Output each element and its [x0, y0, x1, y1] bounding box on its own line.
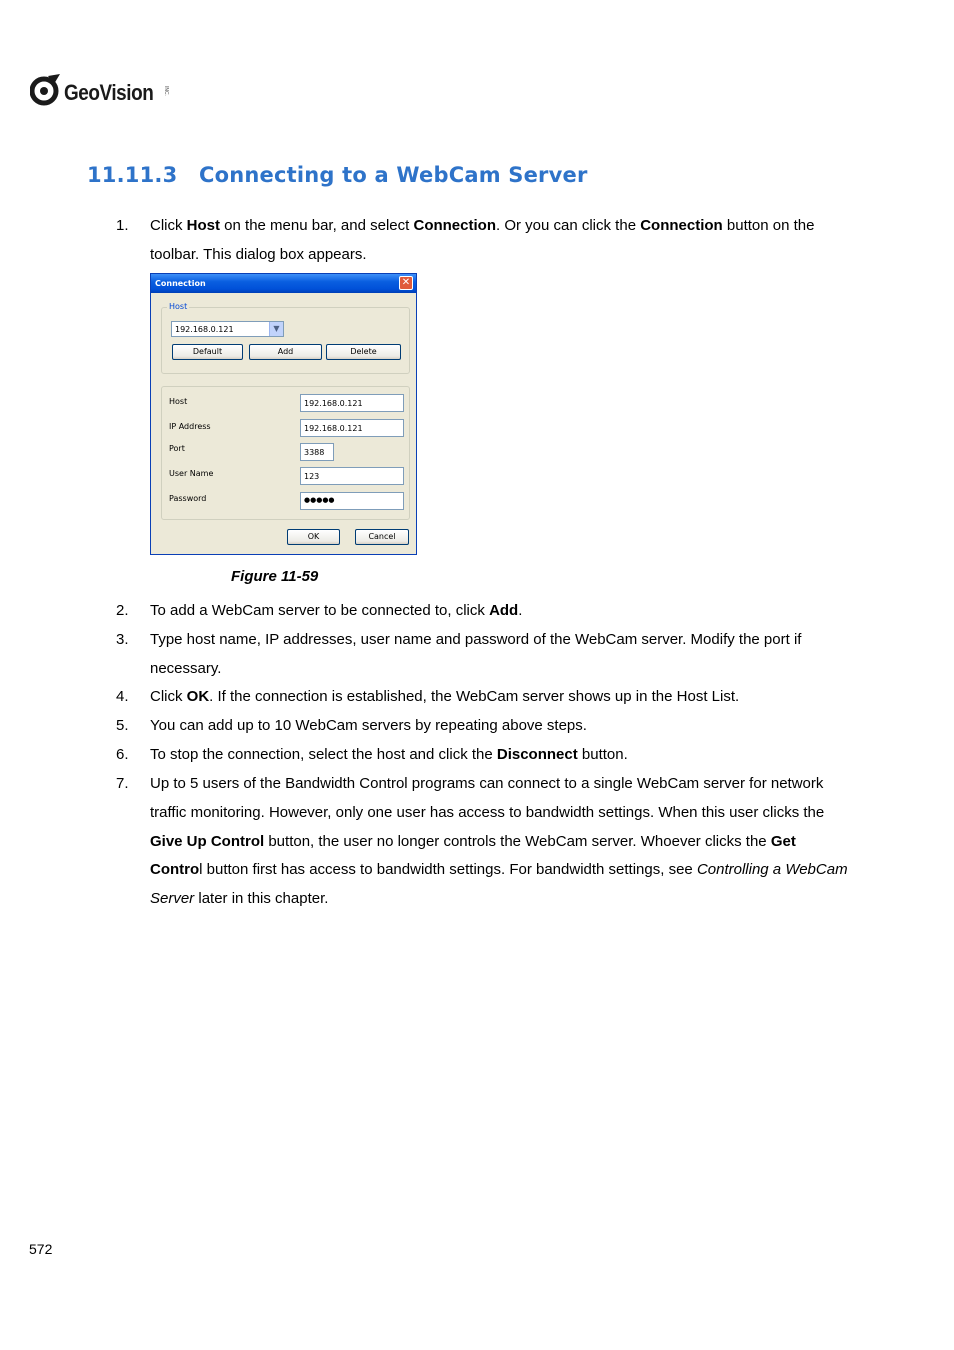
figure-caption: Figure 11-59 — [231, 568, 319, 585]
add-button[interactable]: Add — [249, 344, 322, 360]
section-heading — [87, 163, 588, 187]
step-text: Click Host on the menu bar, and select Connection. Or you can click the Connection button on the toolbar. This dialog box appears. — [150, 217, 815, 263]
step-number: 6. — [116, 746, 129, 763]
step-number: 3. — [116, 631, 129, 648]
logo-sub: INC. — [163, 86, 169, 96]
host-group — [161, 302, 410, 374]
host-select-value: 192.168.0.121 — [175, 325, 234, 334]
step-number: 1. — [116, 217, 129, 234]
port-field[interactable]: 3388 — [300, 443, 334, 461]
ip-address-label: IP Address — [169, 422, 211, 431]
password-field[interactable]: ●●●●● — [300, 492, 404, 510]
step-number: 4. — [116, 688, 129, 705]
password-label: Password — [169, 494, 207, 503]
step-text: To add a WebCam server to be connected to, click Add. — [150, 602, 523, 619]
ip-address-field[interactable]: 192.168.0.121 — [300, 419, 404, 437]
section-title: Connecting to a WebCam Server — [199, 163, 588, 187]
delete-button[interactable]: Delete — [326, 344, 401, 360]
step-text: Click OK. If the connection is established, the WebCam server shows up in the Host List. — [150, 688, 740, 705]
step-number: 2. — [116, 602, 129, 619]
step-number: 7. — [116, 775, 129, 792]
default-button[interactable]: Default — [172, 344, 243, 360]
section-number: 11.11.3 — [87, 163, 178, 187]
chevron-down-icon[interactable]: ▼ — [269, 322, 283, 336]
step-text: To stop the connection, select the host and click the Disconnect button. — [150, 746, 628, 763]
close-icon[interactable]: ✕ — [399, 276, 413, 290]
dialog-titlebar[interactable] — [151, 274, 416, 293]
host-select[interactable] — [171, 321, 284, 337]
page-number: 572 — [29, 1241, 53, 1257]
dialog-title: Connection — [155, 279, 206, 288]
step-text: Up to 5 users of the Bandwidth Control programs can connect to a single WebCam server for network traffic monitoring. However, only one user has access to bandwidth settings. When this user clicks the Give Up Control button, the user no longer controls the WebCam server. Whoever clicks the Get Control button first has access to bandwidth settings. For bandwidth settings, see Controlling a WebCam Server later in this chapter. — [150, 775, 848, 908]
user-name-field[interactable]: 123 — [300, 467, 404, 485]
host-label: Host — [169, 397, 188, 406]
step-text: Type host name, IP addresses, user name and password of the WebCam server. Modify the port if necessary. — [150, 631, 802, 677]
ok-button[interactable]: OK — [287, 529, 340, 545]
step-text: You can add up to 10 WebCam servers by repeating above steps. — [150, 717, 587, 734]
step-number: 5. — [116, 717, 129, 734]
host-group-label: Host — [169, 302, 188, 311]
cancel-button[interactable]: Cancel — [355, 529, 409, 545]
port-label: Port — [169, 444, 185, 453]
user-name-label: User Name — [169, 469, 214, 478]
logo-text: GeoVision — [64, 80, 154, 105]
logo-swoosh-icon — [30, 72, 64, 108]
geovision-logo — [30, 72, 170, 112]
connection-dialog — [150, 273, 417, 555]
host-field[interactable]: 192.168.0.121 — [300, 394, 404, 412]
